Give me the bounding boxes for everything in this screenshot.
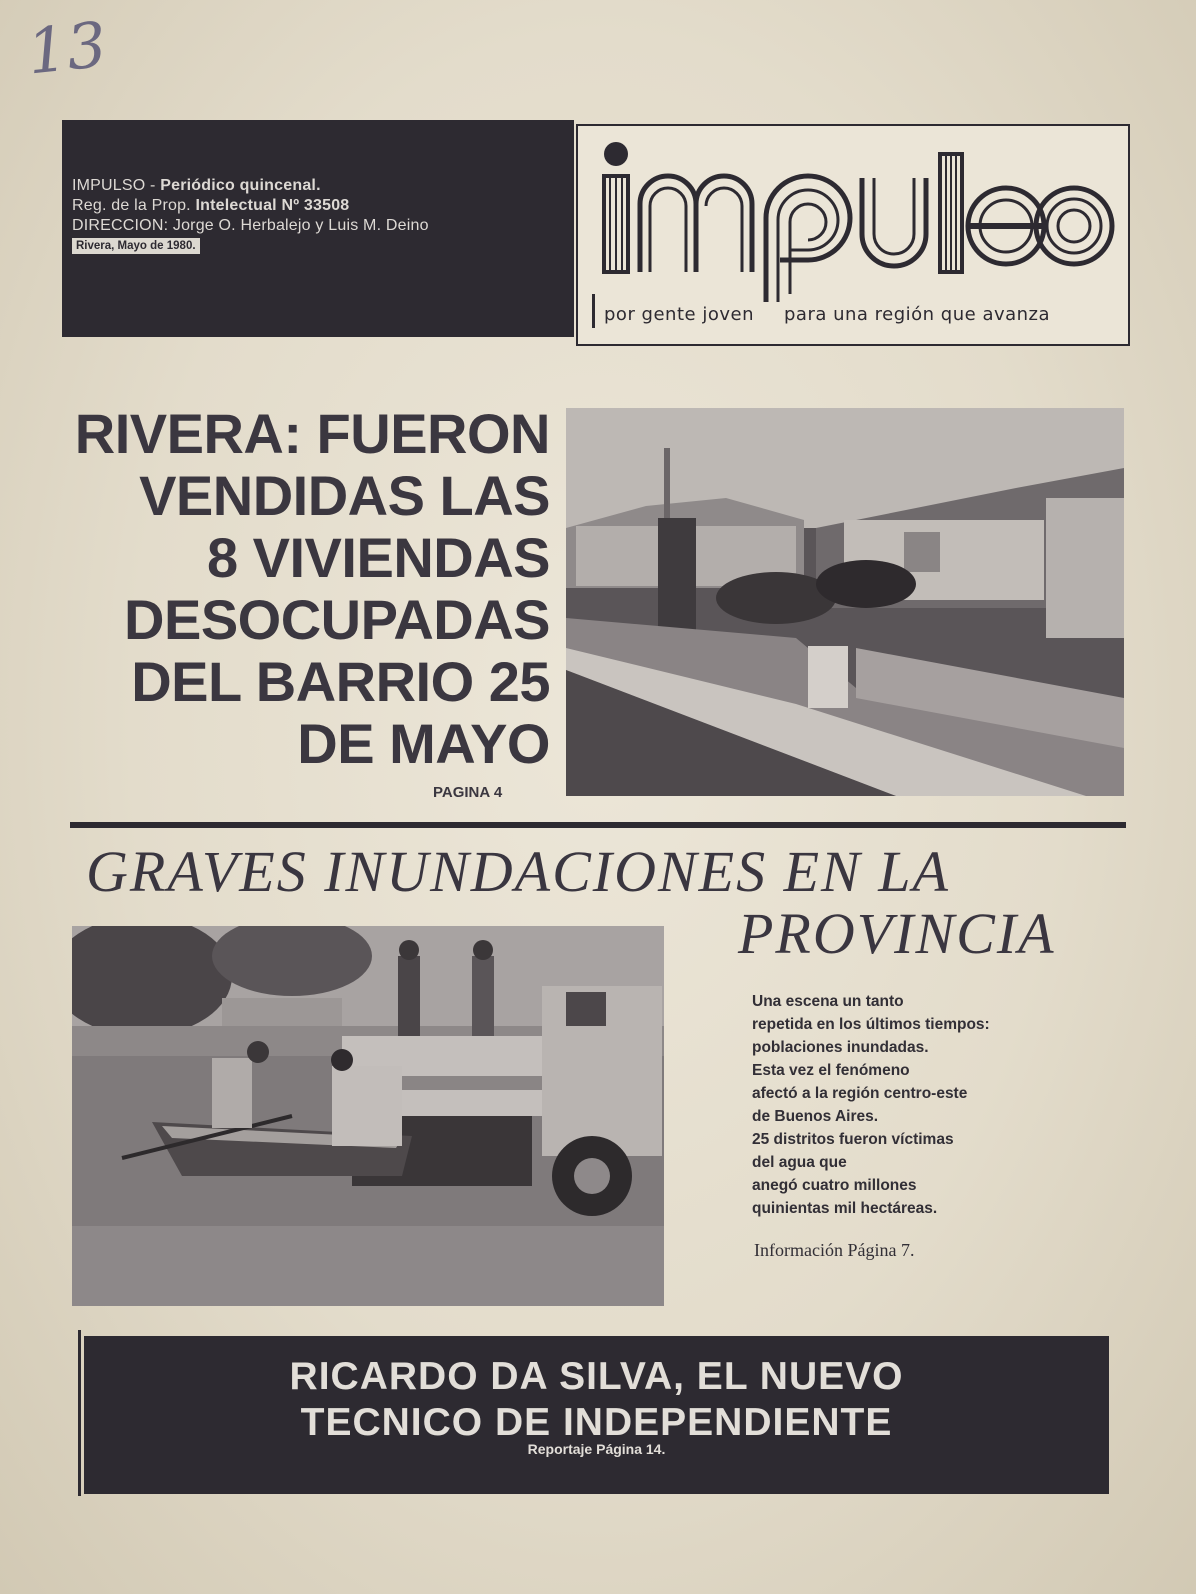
- caption-line: anegó cuatro millones: [752, 1177, 917, 1194]
- flood-caption: [752, 990, 1072, 1220]
- page-reference-7: Información Página 7.: [754, 1240, 915, 1260]
- masthead-logo-box: [576, 124, 1130, 346]
- caption-line: del agua que: [752, 1154, 847, 1171]
- info-line-1: [72, 176, 574, 196]
- issue-date: Rivera, Mayo de 1980.: [72, 238, 200, 254]
- headline-line: DE MAYO: [297, 712, 550, 775]
- banner-headline-line-1: RICARDO DA SILVA, EL NUEVO: [289, 1355, 904, 1398]
- caption-line: afectó a la región centro-este: [752, 1085, 968, 1102]
- banner-headline-line-2: TECNICO DE INDEPENDIENTE: [300, 1401, 893, 1444]
- headline-line: 8 VIVIENDAS: [206, 526, 550, 589]
- banner-side-bar: [78, 1330, 81, 1496]
- publication-info-box: [62, 120, 574, 337]
- page-reference-14: Reportaje Página 14.: [527, 1441, 666, 1457]
- headline-line: RIVERA: FUERON: [74, 402, 550, 465]
- masthead-tagline: [604, 304, 1050, 325]
- section-rule: [70, 822, 1126, 828]
- info-line-1-a: IMPULSO -: [72, 177, 161, 194]
- tagline-part-2: para una región que avanza: [783, 304, 1051, 325]
- sports-banner: [84, 1336, 1109, 1494]
- headline-line: DEL BARRIO 25: [131, 650, 550, 713]
- page-reference-4: PAGINA 4: [433, 784, 503, 801]
- caption-line: de Buenos Aires.: [752, 1108, 879, 1125]
- caption-line: Una escena un tanto: [752, 993, 904, 1010]
- caption-line: repetida en los últimos tiempos:: [752, 1016, 990, 1033]
- houses-photo: [566, 408, 1124, 796]
- tagline-bar: [592, 294, 595, 328]
- tagline-part-1: por gente joven: [604, 304, 754, 325]
- handwritten-page-mark: 13: [23, 7, 110, 89]
- headline-inundaciones-part1: GRAVES INUNDACIONES EN LA: [86, 839, 950, 904]
- headline-line: VENDIDAS LAS: [139, 464, 550, 527]
- info-line-3: DIRECCION: Jorge O. Herbalejo y Luis M. Deino: [72, 217, 429, 234]
- headline-line: DESOCUPADAS: [124, 588, 550, 651]
- caption-line: Esta vez el fenómeno: [752, 1062, 910, 1079]
- caption-line: 25 distritos fueron víctimas: [752, 1131, 954, 1148]
- caption-line: quinientas mil hectáreas.: [752, 1200, 938, 1217]
- info-line-2-b: Intelectual Nº 33508: [195, 197, 350, 214]
- caption-line: poblaciones inundadas.: [752, 1039, 929, 1056]
- headline-inundaciones-part2: PROVINCIA: [738, 901, 1056, 966]
- info-line-2-a: Reg. de la Prop.: [72, 197, 196, 214]
- headline-viviendas: [60, 403, 550, 775]
- impulso-logo: [596, 134, 1116, 304]
- flood-photo: [72, 926, 664, 1306]
- info-line-1-b: Periódico quincenal.: [160, 177, 321, 194]
- info-line-2: [72, 196, 574, 216]
